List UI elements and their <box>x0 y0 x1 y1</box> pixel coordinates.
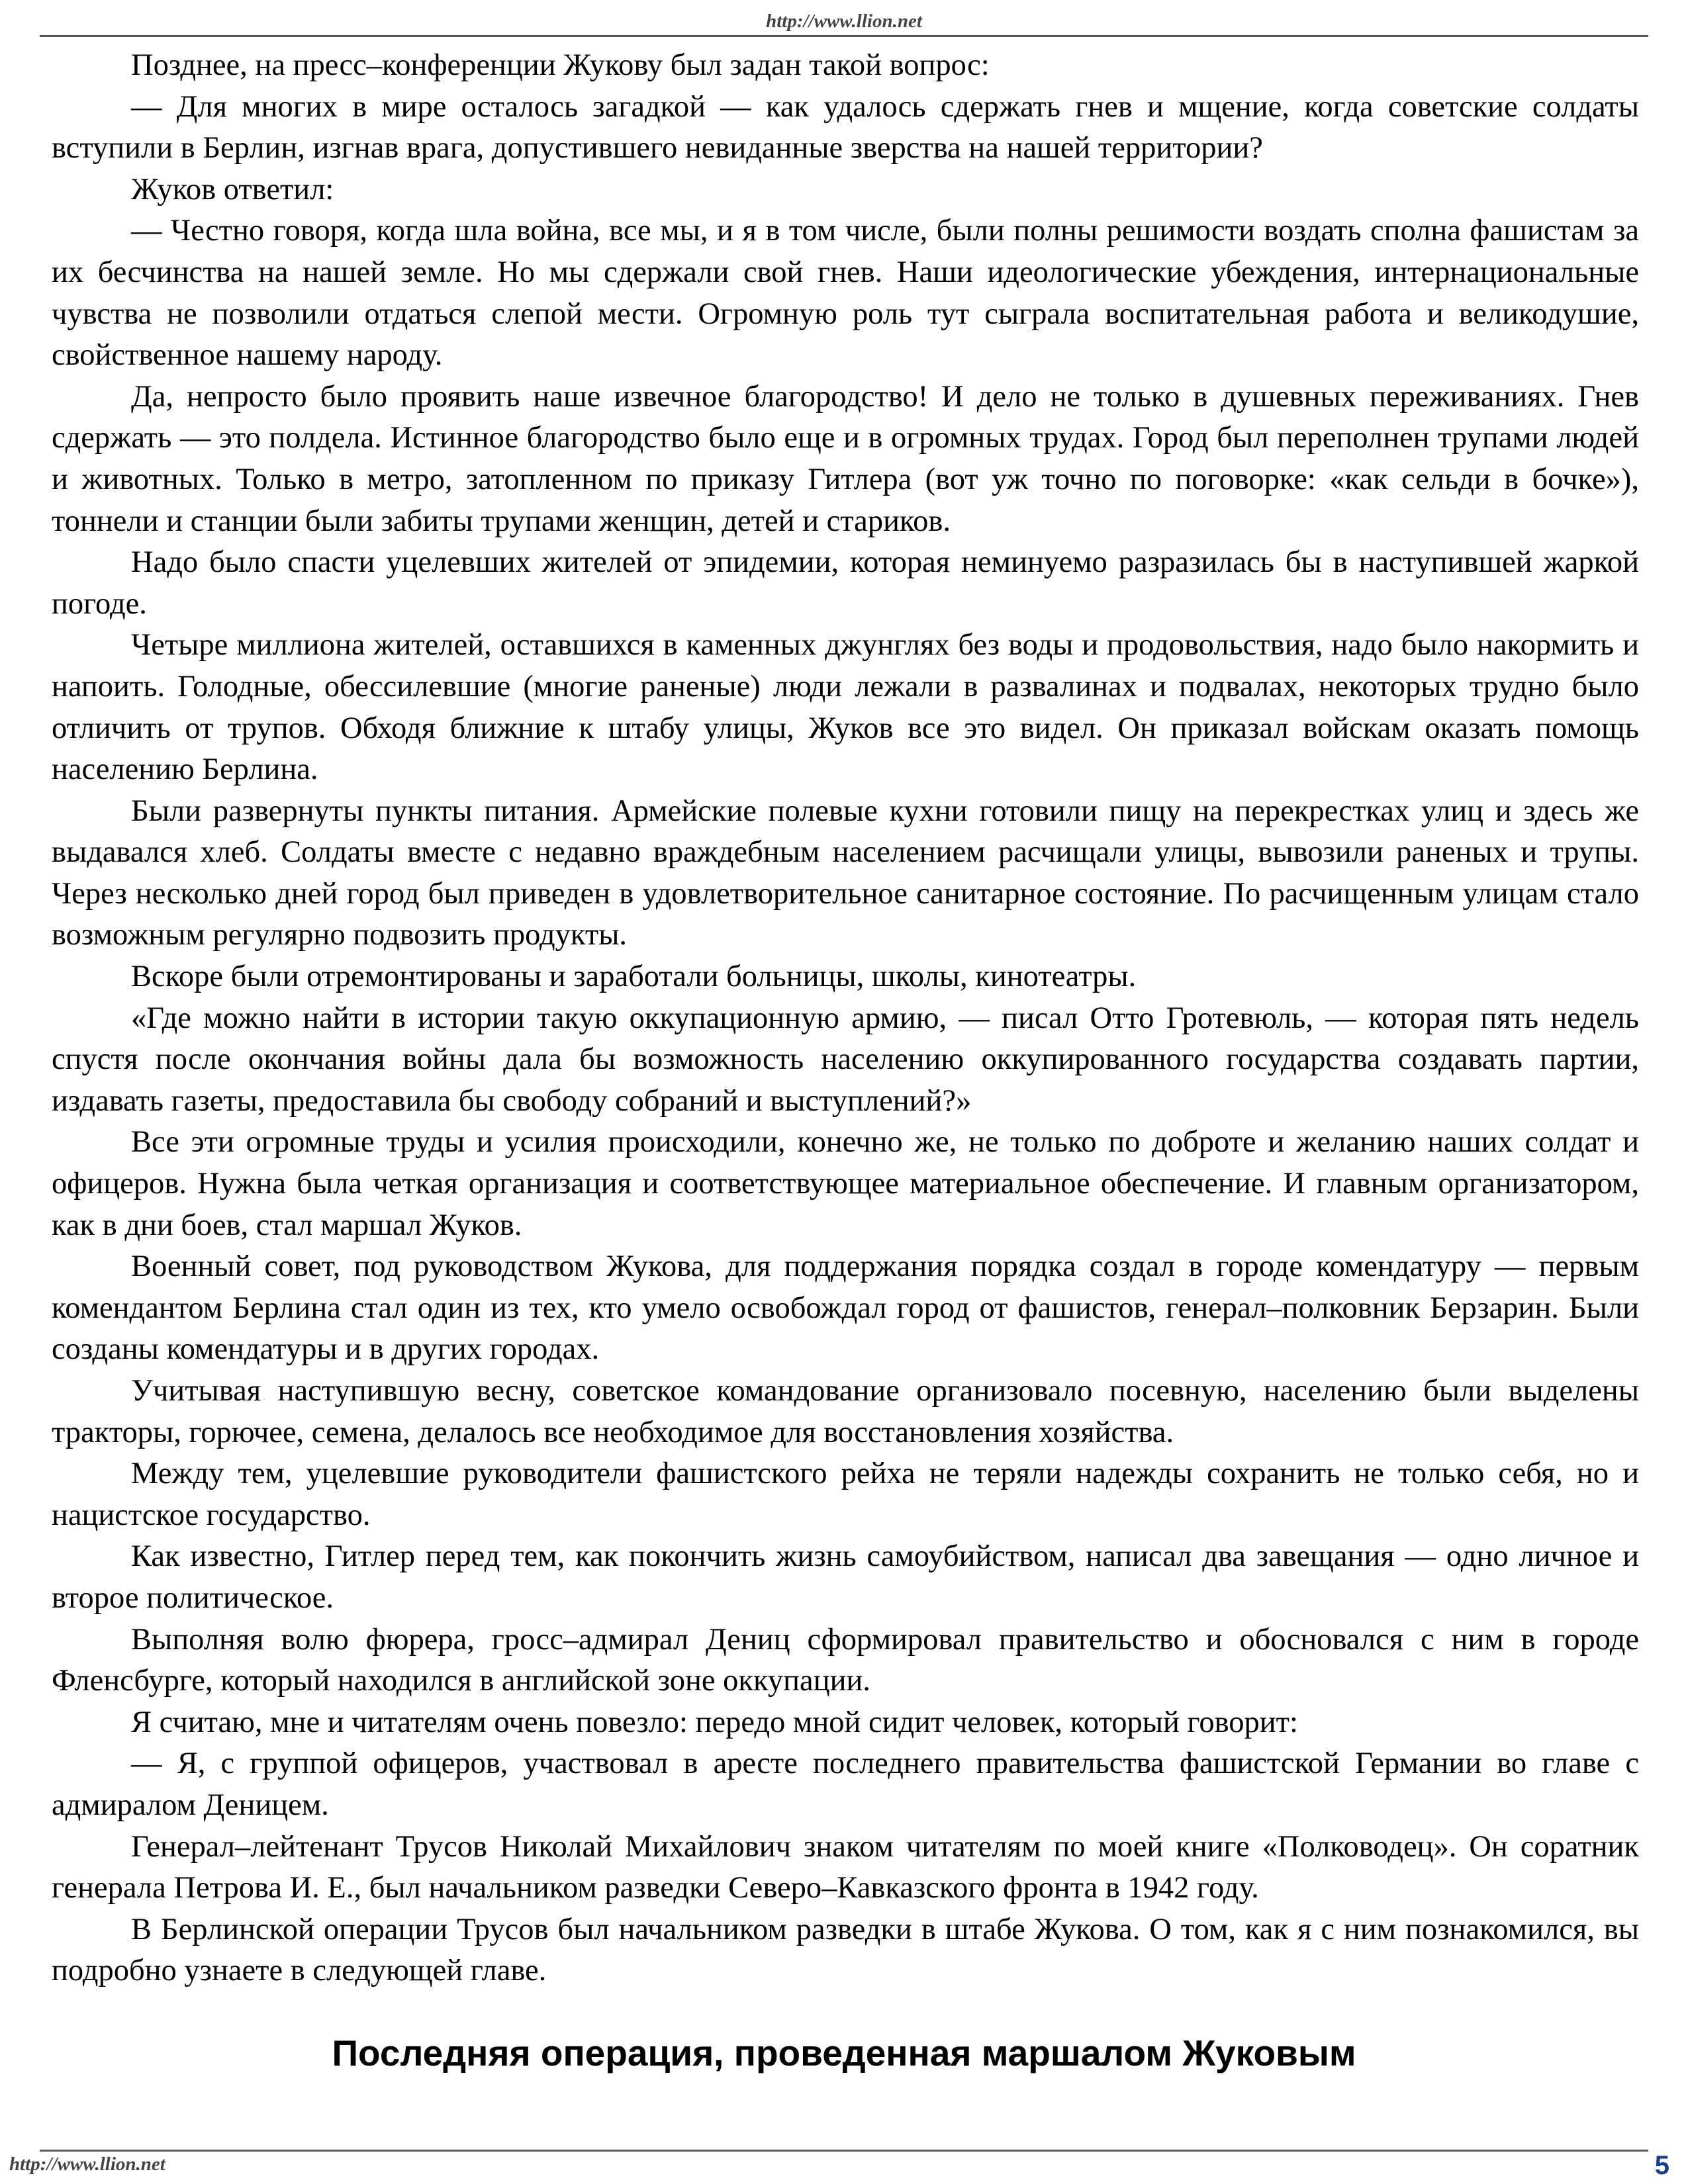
header-url: http://www.llion.net <box>766 11 922 32</box>
paragraph: Как известно, Гитлер перед тем, как покончить жизнь самоубийством, написал два завещания — одно личное и второе политическое. <box>52 1539 1639 1615</box>
paragraph: Были развернуты пункты питания. Армейские полевые кухни готовили пищу на перекрестках улиц и здесь же выдавался хлеб. Солдаты вместе с недавно враждебным населением расчищали улицы, вывозили раненых и трупы. Через несколько дней город был приведен в удовлетворительное санитарное состояние. По расчищенным улицам стало возможным регулярно подвозить продукты. <box>52 794 1639 952</box>
header-divider <box>40 35 1648 37</box>
paragraph: — Я, с группой офицеров, участвовал в аресте последнего правительства фашистской Германии во главе с адмиралом Деницем. <box>52 1747 1639 1822</box>
paragraph: В Берлинской операции Трусов был начальником разведки в штабе Жукова. О том, как я с ним познакомился, вы подробно узнаете в следующей главе. <box>52 1912 1639 1988</box>
paragraph: Между тем, уцелевшие руководители фашистского рейха не теряли надежды сохранить не только себя, но и нацистское государство. <box>52 1457 1639 1532</box>
paragraph: «Где можно найти в истории такую оккупационную армию, — писал Отто Гротевюль, — которая пять недель спустя после окончания войны дала бы возможность населению оккупированного государства создавать партии, издавать газеты, предоставила бы свободу собраний и выступлений?» <box>52 1001 1639 1118</box>
paragraph: Вскоре были отремонтированы и заработали больницы, школы, кинотеатры. <box>131 960 1137 994</box>
page-number: 5 <box>1654 2151 1669 2180</box>
paragraph: Надо было спасти уцелевших жителей от эпидемии, которая неминуемо разразилась бы в наступившей жаркой погоде. <box>52 545 1639 621</box>
paragraph: Я считаю, мне и читателям очень повезло: передо мной сидит человек, который говорит: <box>131 1705 1298 1739</box>
paragraph: Жуков ответил: <box>131 172 334 206</box>
footer-divider <box>40 2150 1648 2152</box>
paragraph: Да, непросто было проявить наше извечное благородство! И дело не только в душевных переживаниях. Гнев сдержать — это полдела. Истинное благородство было еще и в огромных трудах. Город был переполнен трупами людей и животных. Только в метро, затопленном по приказу Гитлера (вот уж точно по поговорке: «как сельди в бочке»), тоннели и станции были забиты трупами женщин, детей и стариков. <box>52 379 1639 538</box>
paragraph: Четыре миллиона жителей, оставшихся в каменных джунглях без воды и продовольствия, надо было накормить и напоить. Голодные, обессилевшие (многие раненые) люди лежали в развалинах и подвалах, некоторых трудно было отличить от трупов. Обходя ближние к штабу улицы, Жуков все это видел. Он приказал войскам оказать помощь населению Берлина. <box>52 628 1639 787</box>
document-body <box>52 45 1639 1992</box>
paragraph: Все эти огромные труды и усилия происходили, конечно же, не только по доброте и желанию наших солдат и офицеров. Нужна была четкая организация и соответствующее материальное обеспечение. И главным организатором, как в дни боев, стал маршал Жуков. <box>52 1125 1639 1242</box>
footer-url: http://www.llion.net <box>9 2154 165 2175</box>
paragraph: Позднее, на пресс–конференции Жукову был задан такой вопрос: <box>131 48 990 82</box>
paragraph: — Честно говоря, когда шла война, все мы, и я в том числе, были полны решимости воздать сполна фашистам за их бесчинства на нашей земле. Но мы сдержали свой гнев. Наши идеологические убеждения, интернациональные чувства не позволили отдаться слепой мести. Огромную роль тут сыграла воспитательная работа и великодушие, свойственное нашему народу. <box>52 214 1639 373</box>
paragraph: Генерал–лейтенант Трусов Николай Михайлович знаком читателям по моей книге «Полководец». Он соратник генерала Петрова И. Е., был начальником разведки Северо–Кавказского фронта в 1942 году. <box>52 1829 1639 1905</box>
paragraph: — Для многих в мире осталось загадкой — как удалось сдержать гнев и мщение, когда советские солдаты вступили в Берлин, изгнав врага, допустившего невиданные зверства на нашей территории? <box>52 89 1639 165</box>
paragraph: Выполняя волю фюрера, гросс–адмирал Дениц сформировал правительство и обосновался с ним в городе Фленсбурге, который находился в английской зоне оккупации. <box>52 1622 1639 1698</box>
paragraph: Учитывая наступившую весну, советское командование организовало посевную, населению были выделены тракторы, горючее, семена, делалось все необходимое для восстановления хозяйства. <box>52 1374 1639 1449</box>
section-title: Последняя операция, проведенная маршалом Жуковым <box>332 2032 1356 2073</box>
paragraph: Военный совет, под руководством Жукова, для поддержания порядка создал в городе комендатуру — первым комендантом Берлина стал один из тех, кто умело освобождал город от фашистов, генерал–полковник Берзарин. Были созданы комендатуры и в других городах. <box>52 1250 1639 1367</box>
